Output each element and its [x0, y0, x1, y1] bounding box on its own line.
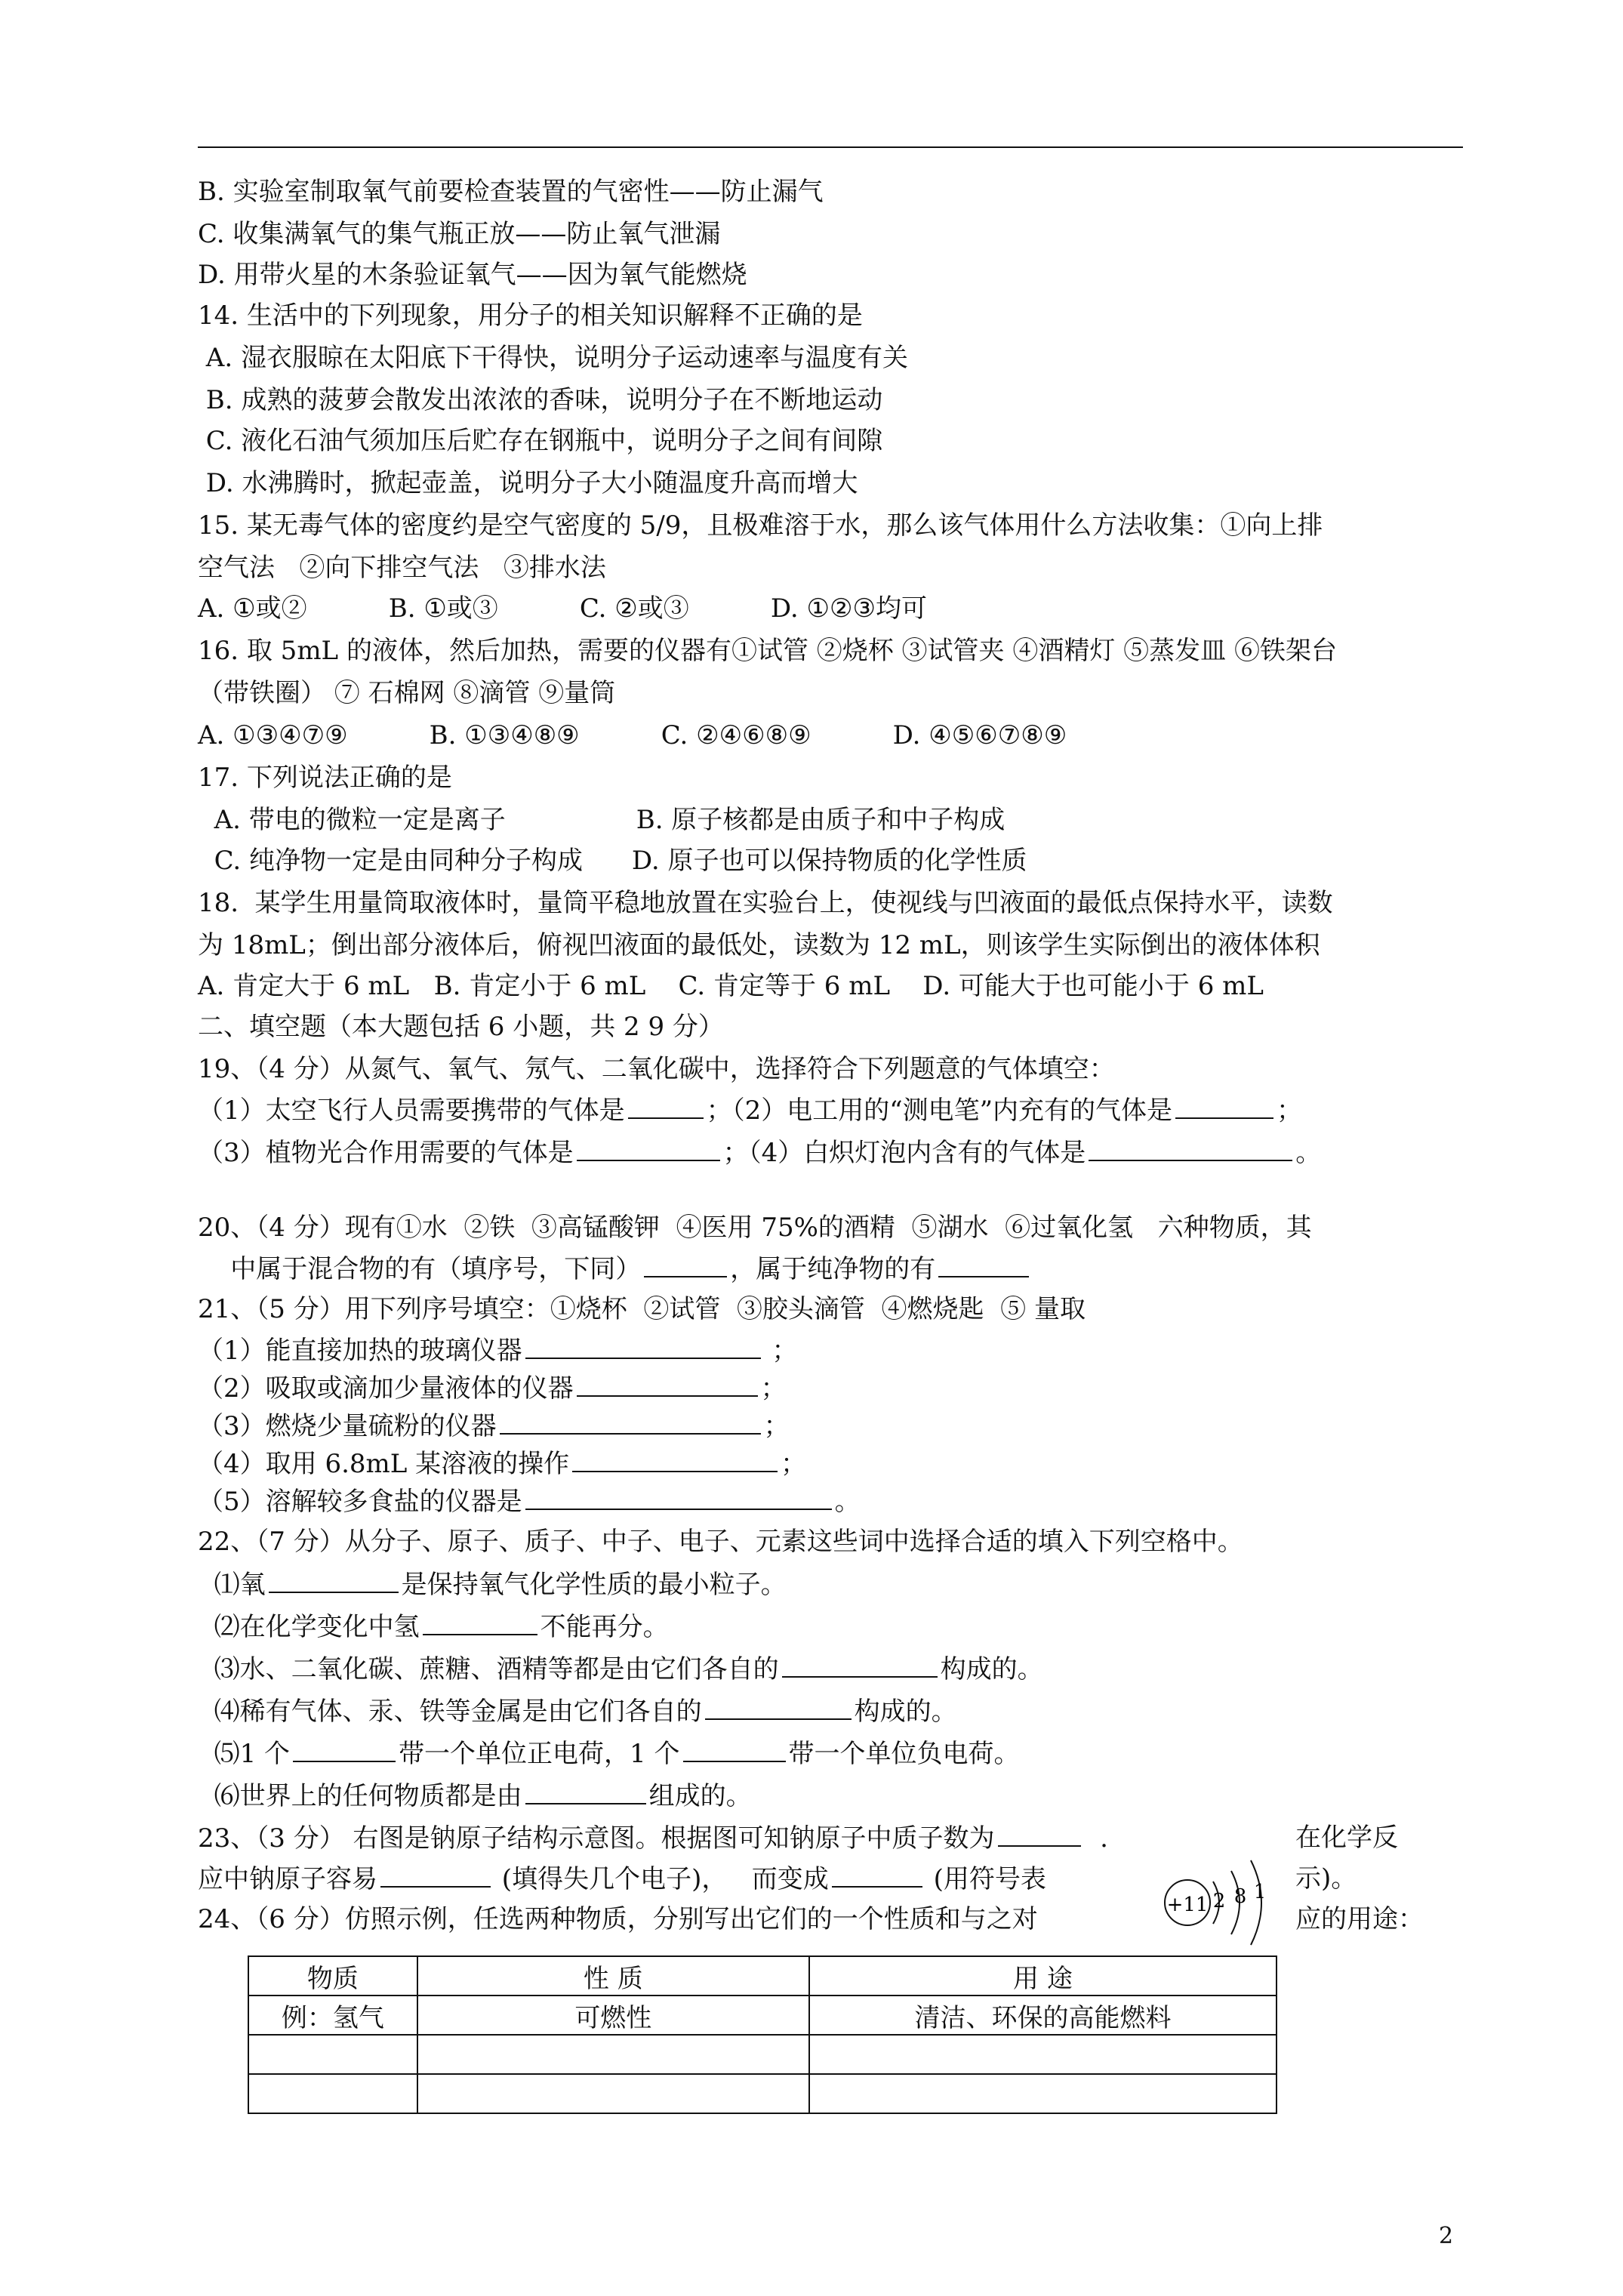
table-example-row [248, 1996, 1277, 2035]
q22-item-2: ⑵在化学变化中氢 不能再分。 [198, 1612, 669, 1642]
q15-stem-cont: 空气法 ②向下排空气法 ③排水法 [198, 553, 606, 583]
example-property: 可燃性 [417, 1996, 809, 2035]
blank-q21-4[interactable] [572, 1448, 778, 1472]
q23-line-2-tail: 示)。 [1295, 1863, 1357, 1894]
q14-option-b: B. 成熟的菠萝会散发出浓浓的香味，说明分子在不断地运动 [198, 385, 883, 415]
shell-electrons-1: 2 [1212, 1890, 1226, 1912]
blank-q23-1[interactable] [998, 1823, 1081, 1847]
blank-q21-1[interactable] [525, 1335, 761, 1359]
answer-cell[interactable] [248, 2074, 417, 2113]
q21-item-1: （1）能直接加热的玻璃仪器 ； [198, 1336, 798, 1366]
q22-item-5: ⑸1 个 带一个单位正电荷，1 个 带一个单位负电荷。 [198, 1739, 1020, 1769]
q23-line-1: 23、（3 分） 右图是钠原子结构示意图。根据图可知钠原子中质子数为 . [198, 1823, 1108, 1854]
blank-q21-5[interactable] [525, 1486, 832, 1510]
blank-q19-3[interactable] [577, 1137, 720, 1161]
q20-line-2: 中属于混合物的有（填序号，下同） ，属于纯净物的有 [198, 1253, 1032, 1284]
blank-q20-2[interactable] [938, 1253, 1029, 1277]
q13-option-b: B. 实验室制取氧气前要检查装置的气密性——防止漏气 [198, 177, 824, 207]
q24-stem: 24、（6 分）仿照示例，任选两种物质，分别写出它们的一个性质和与之对 [198, 1904, 1038, 1934]
q24-stem-tail: 应的用途： [1295, 1904, 1424, 1934]
blank-q23-3[interactable] [832, 1863, 922, 1888]
blank-q23-2[interactable] [380, 1863, 491, 1888]
table-header-row [248, 1956, 1277, 1996]
q13-option-c: C. 收集满氧气的集气瓶正放——防止氧气泄漏 [198, 219, 721, 249]
answer-cell[interactable] [417, 2074, 809, 2113]
shell-electrons-2: 8 [1233, 1885, 1247, 1908]
example-substance: 例：氢气 [248, 1996, 417, 2035]
blank-q22-7[interactable] [525, 1780, 646, 1804]
q22-item-1: ⑴氧 是保持氧气化学性质的最小粒子。 [198, 1570, 787, 1600]
page-number: 2 [1439, 2223, 1454, 2249]
q13-option-d: D. 用带火星的木条验证氧气——因为氧气能燃烧 [198, 260, 747, 290]
q23-line-2: 应中钠原子容易 (填得失几个电子)， 而变成 (用符号表 [198, 1864, 1046, 1894]
blank-q22-1[interactable] [269, 1569, 399, 1593]
q14-stem: 14. 生活中的下列现象，用分子的相关知识解释不正确的是 [198, 300, 863, 331]
blank-q22-4[interactable] [705, 1696, 852, 1720]
shell-electrons-3: 1 [1253, 1881, 1267, 1903]
header-substance: 物质 [248, 1956, 417, 1996]
q19-stem: 19、（4 分）从氮气、氧气、氖气、二氧化碳中，选择符合下列题意的气体填空： [198, 1054, 1115, 1084]
section-2-heading: 二、填空题（本大题包括 6 小题，共 2 9 分） [198, 1012, 724, 1042]
q21-stem: 21、（5 分）用下列序号填空：①烧杯 ②试管 ③胶头滴管 ④燃烧匙 ⑤ 量取 [198, 1294, 1086, 1324]
nucleus-charge: +11 [1166, 1894, 1209, 1916]
blank-q22-5[interactable] [293, 1738, 396, 1762]
q17-stem: 17. 下列说法正确的是 [198, 763, 452, 793]
blank-q22-6[interactable] [683, 1738, 786, 1762]
header-rule [198, 146, 1463, 148]
answer-cell[interactable] [809, 2074, 1277, 2113]
blank-q22-2[interactable] [423, 1611, 537, 1635]
header-property: 性 质 [417, 1956, 809, 1996]
q21-item-4: （4）取用 6.8mL 某溶液的操作 ； [198, 1449, 807, 1479]
q23-line-1-tail: 在化学反 [1295, 1823, 1398, 1853]
property-use-table [248, 1955, 1277, 2114]
q21-item-3: （3）燃烧少量硫粉的仪器 ； [198, 1411, 790, 1441]
blank-q21-3[interactable] [500, 1410, 761, 1435]
q19-line-1: （1）太空飞行人员需要携带的气体是 ；（2）电工用的“测电笔”内充有的气体是 ； [198, 1096, 1303, 1126]
q22-stem: 22、（7 分）从分子、原子、质子、中子、电子、元素这些词中选择合适的填入下列空格中。 [198, 1527, 1243, 1557]
blank-q21-2[interactable] [577, 1373, 758, 1397]
q14-option-a: A. 湿衣服晾在太阳底下干得快，说明分子运动速率与温度有关 [198, 343, 908, 373]
q16-stem-cont: （带铁圈） ⑦ 石棉网 ⑧滴管 ⑨量筒 [198, 678, 616, 708]
q15-stem: 15. 某无毒气体的密度约是空气密度的 5/9，且极难溶于水，那么该气体用什么方法收集：①向上排 [198, 510, 1323, 541]
q16-stem: 16. 取 5mL 的液体，然后加热，需要的仪器有①试管 ②烧杯 ③试管夹 ④酒精灯 ⑤蒸发皿 ⑥铁架台 [198, 636, 1337, 666]
example-use: 清洁、环保的高能燃料 [809, 1996, 1277, 2035]
q17-options-cd: C. 纯净物一定是由同种分子构成 D. 原子也可以保持物质的化学性质 [198, 846, 1027, 876]
table-row [248, 2074, 1277, 2113]
blank-q22-3[interactable] [782, 1653, 938, 1678]
answer-cell[interactable] [248, 2035, 417, 2074]
blank-q19-2[interactable] [1175, 1095, 1273, 1119]
q18-stem-cont: 为 18mL；倒出部分液体后，俯视凹液面的最低处，读数为 12 mL，则该学生实际倒出的液体体积 [198, 930, 1320, 960]
answer-cell[interactable] [417, 2035, 809, 2074]
blank-q19-4[interactable] [1089, 1137, 1292, 1161]
q21-item-5: （5）溶解较多食盐的仪器是 。 [198, 1487, 861, 1517]
q14-option-d: D. 水沸腾时，掀起壶盖，说明分子大小随温度升高而增大 [198, 468, 858, 498]
q18-options: A. 肯定大于 6 mL B. 肯定小于 6 mL C. 肯定等于 6 mL D. 可能大于也可能小于 6 mL [198, 971, 1264, 1001]
q20-stem: 20、（4 分）现有①水 ②铁 ③高锰酸钾 ④医用 75%的酒精 ⑤湖水 ⑥过氧化氢 六种物质，其 [198, 1213, 1312, 1243]
blank-q20-1[interactable] [644, 1253, 727, 1277]
sodium-atom-diagram [1159, 1842, 1295, 1963]
table-row [248, 2035, 1277, 2074]
q22-item-4: ⑷稀有气体、汞、铁等金属是由它们各自的 构成的。 [198, 1697, 957, 1727]
q22-item-3: ⑶水、二氧化碳、蔗糖、酒精等都是由它们各自的 构成的。 [198, 1654, 1043, 1684]
blank-q19-1[interactable] [628, 1095, 704, 1119]
q15-options: A. ①或② B. ①或③ C. ②或③ D. ①②③均可 [198, 593, 927, 624]
answer-cell[interactable] [809, 2035, 1277, 2074]
q19-line-2: （3）植物光合作用需要的气体是 ；（4）白炽灯泡内含有的气体是 。 [198, 1138, 1322, 1168]
q18-stem: 18. 某学生用量筒取液体时，量筒平稳地放置在实验台上，使视线与凹液面的最低点保持水平，读数 [198, 888, 1333, 918]
header-use: 用 途 [809, 1956, 1277, 1996]
q14-option-c: C. 液化石油气须加压后贮存在钢瓶中，说明分子之间有间隙 [198, 426, 883, 456]
q17-options-ab: A. 带电的微粒一定是离子 B. 原子核都是由质子和中子构成 [198, 805, 1006, 835]
q16-options: A. ①③④⑦⑨ B. ①③④⑧⑨ C. ②④⑥⑧⑨ D. ④⑤⑥⑦⑧⑨ [198, 720, 1067, 750]
q21-item-2: （2）吸取或滴加少量液体的仪器 ； [198, 1373, 787, 1404]
q22-item-6: ⑹世界上的任何物质都是由 组成的。 [198, 1781, 752, 1811]
